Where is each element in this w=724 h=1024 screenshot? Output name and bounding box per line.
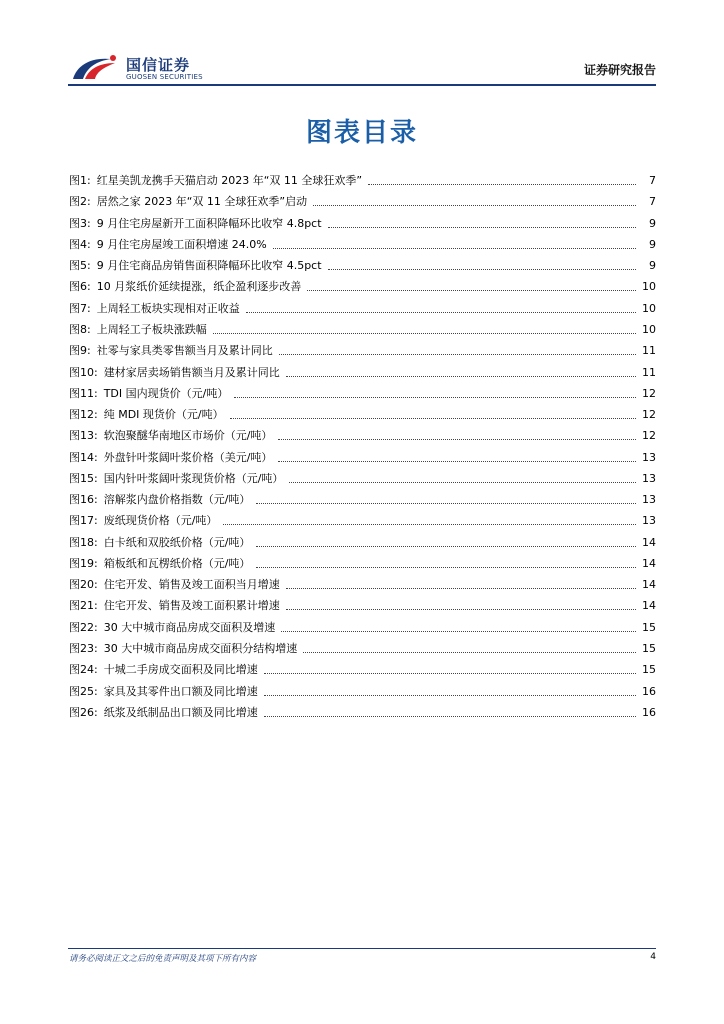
toc-dot-leader	[289, 482, 636, 483]
toc-entry-label: 图20:	[69, 578, 98, 592]
toc-entry-title[interactable]: 社零与家具类零售额当月及累计同比	[96, 344, 273, 358]
toc-dot-leader	[256, 503, 636, 504]
footer-disclaimer: 请务必阅读正文之后的免责声明及其项下所有内容	[69, 954, 257, 964]
toc-entry-label: 图16:	[69, 493, 98, 507]
toc-entry-title[interactable]: 30 大中城市商品房成交面积分结构增速	[103, 641, 298, 655]
toc-entry[interactable]	[69, 510, 656, 531]
toc-entry-title[interactable]: 9 月住宅商品房销售面积降幅环比收窄 4.5pct	[96, 259, 322, 273]
toc-entry[interactable]	[69, 319, 656, 340]
toc-dot-leader	[313, 205, 636, 206]
toc-dot-leader	[286, 376, 636, 377]
toc-entry-title[interactable]: 外盘针叶浆阔叶浆价格（美元/吨）	[103, 450, 273, 464]
toc-entry-title[interactable]: 国内针叶浆阔叶浆现货价格（元/吨）	[103, 471, 284, 485]
toc-entry[interactable]	[69, 489, 656, 510]
toc-entry-page[interactable]: 9	[649, 237, 656, 251]
toc-entry[interactable]	[69, 383, 656, 404]
toc-entry-title[interactable]: 红星美凯龙携手天猫启动 2023 年“双 11 全球狂欢季”	[96, 174, 363, 188]
toc-entry-label: 图10:	[69, 365, 98, 379]
toc-entry-page[interactable]: 10	[642, 301, 656, 315]
toc-entry-label: 图6:	[69, 280, 91, 294]
toc-entry-title[interactable]: 9 月住宅房屋竣工面积增速 24.0%	[96, 237, 267, 251]
toc-entry-page[interactable]: 13	[642, 514, 656, 528]
toc-entry-title[interactable]: 上周轻工子板块涨跌幅	[96, 322, 207, 336]
toc-dot-leader	[303, 652, 636, 653]
toc-dot-leader	[273, 248, 636, 249]
toc-entry[interactable]	[69, 361, 656, 382]
toc-entry-page[interactable]: 13	[642, 471, 656, 485]
toc-entry[interactable]	[69, 574, 656, 595]
toc-entry-title[interactable]: 住宅开发、销售及竣工面积当月增速	[103, 578, 280, 592]
toc-entry-label: 图18:	[69, 535, 98, 549]
toc-entry[interactable]	[69, 702, 656, 723]
toc-entry-label: 图13:	[69, 429, 98, 443]
toc-entry-title[interactable]: 住宅开发、销售及竣工面积累计增速	[103, 599, 280, 613]
toc-entry-title[interactable]: 纯 MDI 现货价（元/吨）	[103, 408, 224, 422]
toc-entry-label: 图7:	[69, 301, 91, 315]
toc-dot-leader	[234, 397, 636, 398]
toc-dot-leader	[281, 631, 636, 632]
toc-dot-leader	[278, 461, 636, 462]
toc-entry-label: 图3:	[69, 216, 91, 230]
toc-dot-leader	[328, 269, 636, 270]
toc-entry[interactable]	[69, 191, 656, 212]
toc-dot-leader	[264, 695, 636, 696]
page-title: 图表目录	[305, 118, 418, 148]
toc-entry[interactable]	[69, 255, 656, 276]
page-header	[68, 49, 656, 85]
toc-dot-leader	[256, 567, 636, 568]
toc-dot-leader	[286, 609, 636, 610]
toc-entry[interactable]	[69, 298, 656, 319]
toc-entry-label: 图23:	[69, 641, 98, 655]
toc-entry-title[interactable]: 废纸现货价格（元/吨）	[103, 514, 218, 528]
report-type-label: 证券研究报告	[583, 63, 656, 77]
brand-name-en: GUOSEN SECURITIES	[126, 73, 203, 81]
toc-entry[interactable]	[69, 276, 656, 297]
toc-entry-page[interactable]: 14	[642, 599, 656, 613]
toc-entry[interactable]	[69, 617, 656, 638]
toc-entry-page[interactable]: 15	[642, 620, 656, 634]
toc-entry-label: 图25:	[69, 684, 98, 698]
toc-entry-title[interactable]: 白卡纸和双胶纸价格（元/吨）	[103, 535, 251, 549]
toc-entry[interactable]	[69, 468, 656, 489]
toc-entry-title[interactable]: TDI 国内现货价（元/吨）	[103, 386, 229, 400]
toc-dot-leader	[328, 227, 636, 228]
toc-dot-leader	[246, 312, 636, 313]
footer-divider	[68, 948, 656, 949]
toc-dot-leader	[223, 524, 636, 525]
toc-entry-page[interactable]: 12	[642, 386, 656, 400]
toc-entry[interactable]	[69, 404, 656, 425]
toc-dot-leader	[256, 546, 636, 547]
toc-entry-title[interactable]: 30 大中城市商品房成交面积及增速	[103, 620, 276, 634]
toc-entry-page[interactable]: 11	[642, 344, 656, 358]
toc-dot-leader	[278, 439, 636, 440]
toc-entry[interactable]	[69, 680, 656, 701]
toc-dot-leader	[264, 673, 636, 674]
toc-dot-leader	[279, 354, 636, 355]
toc-entry-title[interactable]: 家具及其零件出口额及同比增速	[103, 684, 258, 698]
toc-entry-title[interactable]: 建材家居卖场销售额当月及累计同比	[103, 365, 280, 379]
toc-entry-label: 图1:	[69, 174, 91, 188]
toc-entry-label: 图15:	[69, 471, 98, 485]
toc-dot-leader	[230, 418, 636, 419]
toc-entry[interactable]	[69, 340, 656, 361]
toc-entry-page[interactable]: 7	[649, 195, 656, 209]
brand-name-cn: 国信证券	[126, 56, 191, 74]
toc-entry-page[interactable]: 13	[642, 450, 656, 464]
toc-entry-page[interactable]: 10	[642, 280, 656, 294]
toc-entry-label: 图14:	[69, 450, 98, 464]
toc-entry-page[interactable]: 12	[642, 429, 656, 443]
toc-dot-leader	[213, 333, 636, 334]
header-divider	[68, 84, 656, 86]
toc-entry-label: 图22:	[69, 620, 98, 634]
toc-entry[interactable]	[69, 446, 656, 467]
page-number: 4	[650, 952, 656, 962]
toc-dot-leader	[368, 184, 636, 185]
toc-entry-label: 图11:	[69, 386, 98, 400]
toc-entry-title[interactable]: 居然之家 2023 年“双 11 全球狂欢季”启动	[96, 195, 308, 209]
toc-dot-leader	[307, 290, 636, 291]
toc-entry[interactable]	[69, 659, 656, 680]
figure-table-of-contents	[69, 170, 656, 723]
toc-entry[interactable]	[69, 638, 656, 659]
toc-entry[interactable]	[69, 170, 656, 191]
toc-entry-label: 图4:	[69, 237, 91, 251]
toc-entry-page[interactable]: 16	[642, 684, 656, 698]
toc-dot-leader	[264, 716, 636, 717]
toc-entry-title[interactable]: 软泡聚醚华南地区市场价（元/吨）	[103, 429, 273, 443]
toc-entry-label: 图5:	[69, 259, 91, 273]
toc-entry[interactable]	[69, 213, 656, 234]
toc-entry-title[interactable]: 十城二手房成交面积及同比增速	[103, 663, 258, 677]
toc-entry-title[interactable]: 9 月住宅房屋新开工面积降幅环比收窄 4.8pct	[96, 216, 322, 230]
toc-dot-leader	[286, 588, 636, 589]
toc-entry-label: 图12:	[69, 408, 98, 422]
toc-entry-page[interactable]: 9	[649, 259, 656, 273]
toc-entry-page[interactable]: 12	[642, 408, 656, 422]
toc-entry-page[interactable]: 13	[642, 493, 656, 507]
toc-entry-page[interactable]: 15	[642, 663, 656, 677]
toc-entry-title[interactable]: 10 月浆纸价延续提涨，纸企盈利逐步改善	[96, 280, 302, 294]
toc-entry-page[interactable]: 15	[642, 641, 656, 655]
toc-entry-label: 图19:	[69, 556, 98, 570]
guosen-logo-icon	[71, 53, 119, 81]
toc-entry[interactable]	[69, 595, 656, 616]
toc-entry-label: 图21:	[69, 599, 98, 613]
toc-entry-page[interactable]: 14	[642, 556, 656, 570]
toc-entry-label: 图9:	[69, 344, 91, 358]
toc-entry[interactable]	[69, 234, 656, 255]
toc-entry-label: 图8:	[69, 322, 91, 336]
toc-entry-title[interactable]: 溶解浆内盘价格指数（元/吨）	[103, 493, 251, 507]
toc-entry-title[interactable]: 纸浆及纸制品出口额及同比增速	[103, 705, 258, 719]
toc-entry[interactable]	[69, 425, 656, 446]
toc-entry-label: 图2:	[69, 195, 91, 209]
toc-entry-page[interactable]: 7	[649, 174, 656, 188]
toc-entry-page[interactable]: 9	[649, 216, 656, 230]
toc-entry-title[interactable]: 上周轻工板块实现相对正收益	[96, 301, 240, 315]
toc-entry[interactable]	[69, 532, 656, 553]
toc-entry-page[interactable]: 10	[642, 322, 656, 336]
toc-entry-page[interactable]: 11	[642, 365, 656, 379]
toc-entry-page[interactable]: 14	[642, 535, 656, 549]
toc-entry-label: 图26:	[69, 705, 98, 719]
toc-entry-page[interactable]: 16	[642, 705, 656, 719]
toc-entry-label: 图17:	[69, 514, 98, 528]
toc-entry[interactable]	[69, 553, 656, 574]
toc-entry-label: 图24:	[69, 663, 98, 677]
toc-entry-title[interactable]: 箱板纸和瓦楞纸价格（元/吨）	[103, 556, 251, 570]
toc-entry-page[interactable]: 14	[642, 578, 656, 592]
